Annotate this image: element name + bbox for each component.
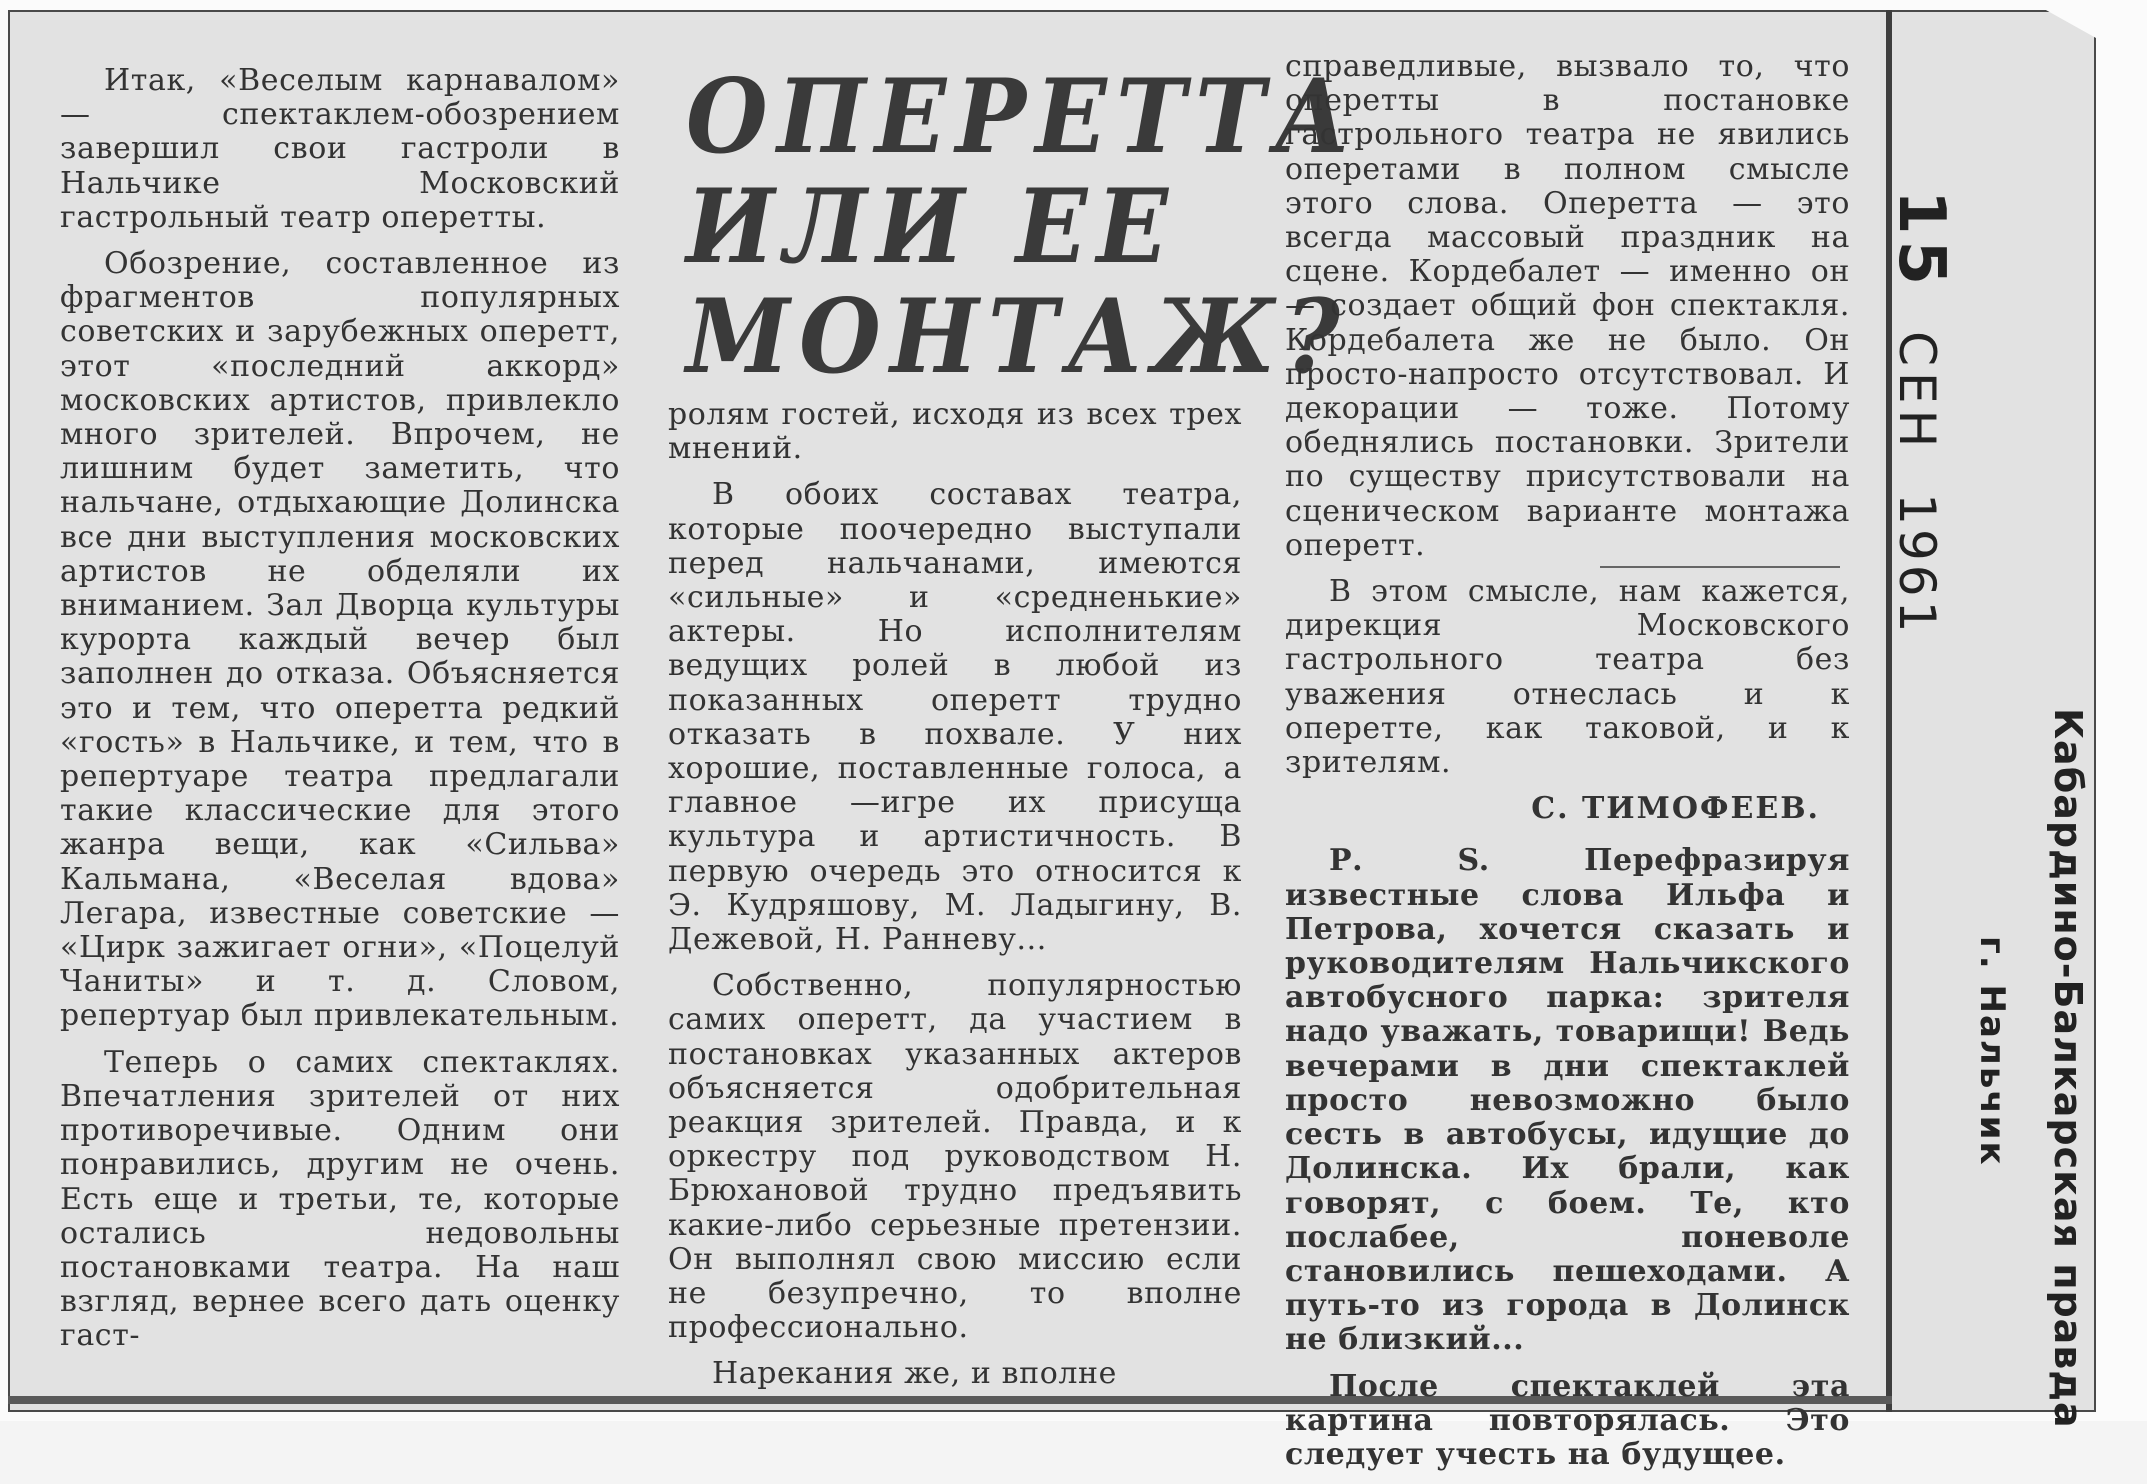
city-stamp: г. Нальчик [1972,936,2012,1167]
paragraph: Собственно, популярностью самих оперетт, да участием в постановках указанных актеров объясняется одобрительная реакция зрителей. Правда, и к оркестру под руководством Н. Брюхановой трудно предъявить какие-либо серьезные претензии. Он выполнял свою миссию если не безупречно, то вполне профессионально. [668,968,1242,1346]
article-column-2 [668,398,1242,1404]
paragraph: Нарекания же, и вполне [712,1356,1118,1392]
paragraph: ролям гостей, исходя из всех трех мнений. [668,397,1242,467]
article-headline: ОПЕРЕТТА ИЛИ ЕЕ МОНТАЖ? [686,57,1360,397]
newspaper-source-stamp: Кабардино-Балкарская правда [2046,708,2090,1429]
date-stamp [1884,190,1958,636]
stamp-month: СЕН [1888,331,1946,454]
paragraph: справедливые, вызвало то, что оперетты в постановке гастрольного театра не явились оперетами в полном смысле этого слова. Оперетта — это всегда массовый праздник на сцене. Кордебалет — именно он — создает общий фон спектакля. Кордебалета же не было. Он просто-напросто отсутствовал. И декорации — тоже. Потому обеднялись постановки. Зрители по существу присутствовали на сценическом варианте монтажа оперетт. [1285,49,1850,563]
paragraph: В обоих составах театра, которые поочередно выступали перед нальчанами, имеются «сильные» и «средненькие» актеры. Но исполнителям ведущих ролей в любой из показанных оперетт трудно отказать в похвале. У них хорошие, поставленные голоса, а главное —игре их присуща культура и артистичность. В первую очередь это относится к Э. Кудряшову, М. Ладыгину, В. Дежевой, Н. Ранневу... [668,477,1242,958]
article-column-1 [60,64,620,1366]
stamp-day: 15 [1884,190,1958,292]
paragraph: Обозрение, составленное из фрагментов популярных советских и зарубежных оперетт, этот «последний аккорд» московских артистов, привлекло много зрителей. Впрочем, не лишним будет заметить, что нальчане, отдыхающие Долинска все дни выступления московских артистов не обделяли их вниманием. Зал Дворца культуры курорта каждый вечер был заполнен до отказа. Объясняется это и тем, что оперетта редкий «гость» в Нальчике, и тем, что в репертуаре театра предлагали такие классические для этого жанра вещи, как «Сильва» Кальмана, «Веселая вдова» Легара, известные советские — «Цирк зажигает огни», «Поцелуй Чаниты» и т. д. Словом, репертуар был привлекательным. [60,246,620,1034]
paragraph: Итак, «Веселым карнавалом» — спектаклем-обозрением завершил свои гастроли в Нальчике Московский гастрольный театр оперетты. [60,63,620,235]
author-signature: С. ТИМОФЕЕВ. [1531,791,1820,827]
section-divider [1600,566,1840,568]
paragraph: В этом смысле, нам кажется, дирекция Московского гастрольного театра без уважения отнеслась и к оперетте, как таковой, и к зрителям. [1285,574,1850,781]
postscript-paragraph: Р. S. Перефразируя известные слова Ильфа и Петрова, хочется сказать и руководителям Нальчикского автобусного парка: зрителя надо уважать, товарищи! Ведь вечерами в дни спектаклей просто невозможно было сесть в автобусы, идущие до Долинска. Их брали, как говорят, с боем. Те, кто послабее, поневоле становились пешеходами. А путь-то из города в Долинск не близкий... [1285,843,1850,1358]
stamp-year: 1961 [1888,493,1946,637]
article-column-3 [1285,50,1850,1484]
paragraph: Теперь о самих спектаклях. Впечатления зрителей от них противоречивые. Одним они понравились, другим не очень. Есть еще и третьи, те, которые остались недовольны постановками театра. На наш взгляд, вернее всего дать оценку гаст- [60,1044,620,1354]
postscript-paragraph: После спектаклей эта картина повторялась. Это следует учесть на будущее. [1285,1368,1850,1472]
